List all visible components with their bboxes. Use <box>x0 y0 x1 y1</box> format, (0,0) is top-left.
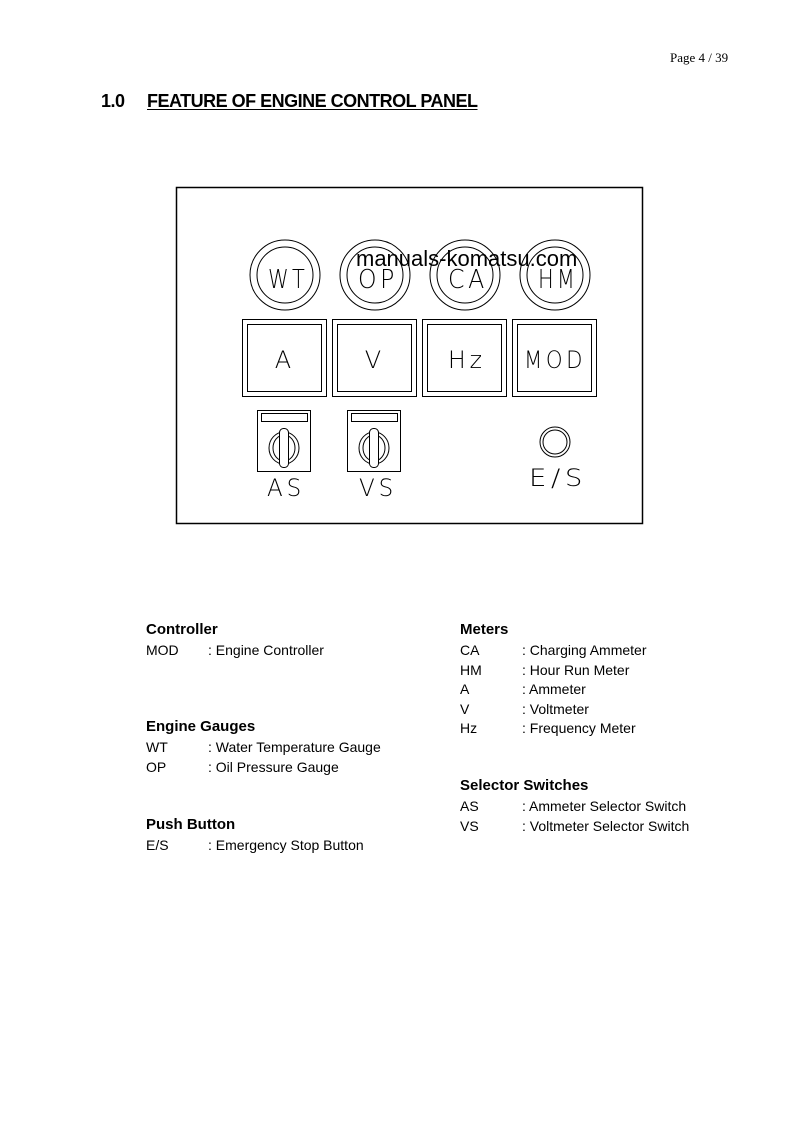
legend-heading: Meters <box>460 621 509 638</box>
meter-v-label: V <box>364 346 386 374</box>
legend-heading: Controller <box>146 621 218 638</box>
switch-as <box>258 411 311 472</box>
meter-mod-label: MOD <box>524 346 586 374</box>
switch-vs <box>348 411 401 472</box>
legend-heading: Selector Switches <box>460 777 589 794</box>
switch-vs-label: VS <box>359 474 397 502</box>
legend-item: V : Voltmeter <box>460 700 589 717</box>
gauge-ca-label: CA <box>448 265 488 295</box>
legend-item: AS : Ammeter Selector Switch <box>460 798 687 814</box>
legend-meters <box>460 621 647 739</box>
switch-as-label: AS <box>267 474 305 502</box>
meter-hz-label: Hz <box>448 346 486 374</box>
gauge-hm-label: HM <box>538 265 578 295</box>
legend-item: CA : Charging Ammeter <box>460 642 647 658</box>
legend-heading: Engine Gauges <box>146 718 256 735</box>
legend-item: VS : Voltmeter Selector Switch <box>460 817 690 834</box>
section-number: 1.0 <box>101 91 125 111</box>
engine-control-panel-diagram <box>0 0 793 560</box>
gauge-op-label: OP <box>358 265 398 295</box>
legend-controller <box>146 621 324 661</box>
legend-item: OP : Oil Pressure Gauge <box>146 758 339 775</box>
legend-heading: Push Button <box>146 816 236 833</box>
legend-item: MOD : Engine Controller <box>146 642 324 658</box>
watermark: manuals-komatsu.com <box>356 246 578 271</box>
legend-item: HM : Hour Run Meter <box>460 661 630 678</box>
legend-push-button <box>146 816 364 856</box>
meter-a-label: A <box>274 346 296 374</box>
page-number: Page 4 / 39 <box>670 50 729 65</box>
gauge-wt-label: WT <box>268 265 308 295</box>
section-title: FEATURE OF ENGINE CONTROL PANEL <box>147 91 478 111</box>
legend-engine-gauges <box>146 718 381 777</box>
legend-item: A : Ammeter <box>460 681 586 697</box>
legend-selector-switches <box>460 777 689 836</box>
legend-item: WT : Water Temperature Gauge <box>146 739 381 755</box>
emergency-stop-button <box>540 427 570 457</box>
legend-item: E/S : Emergency Stop Button <box>146 837 364 853</box>
legend-item: Hz : Frequency Meter <box>460 720 636 736</box>
emergency-stop-label: E/S <box>529 464 587 492</box>
